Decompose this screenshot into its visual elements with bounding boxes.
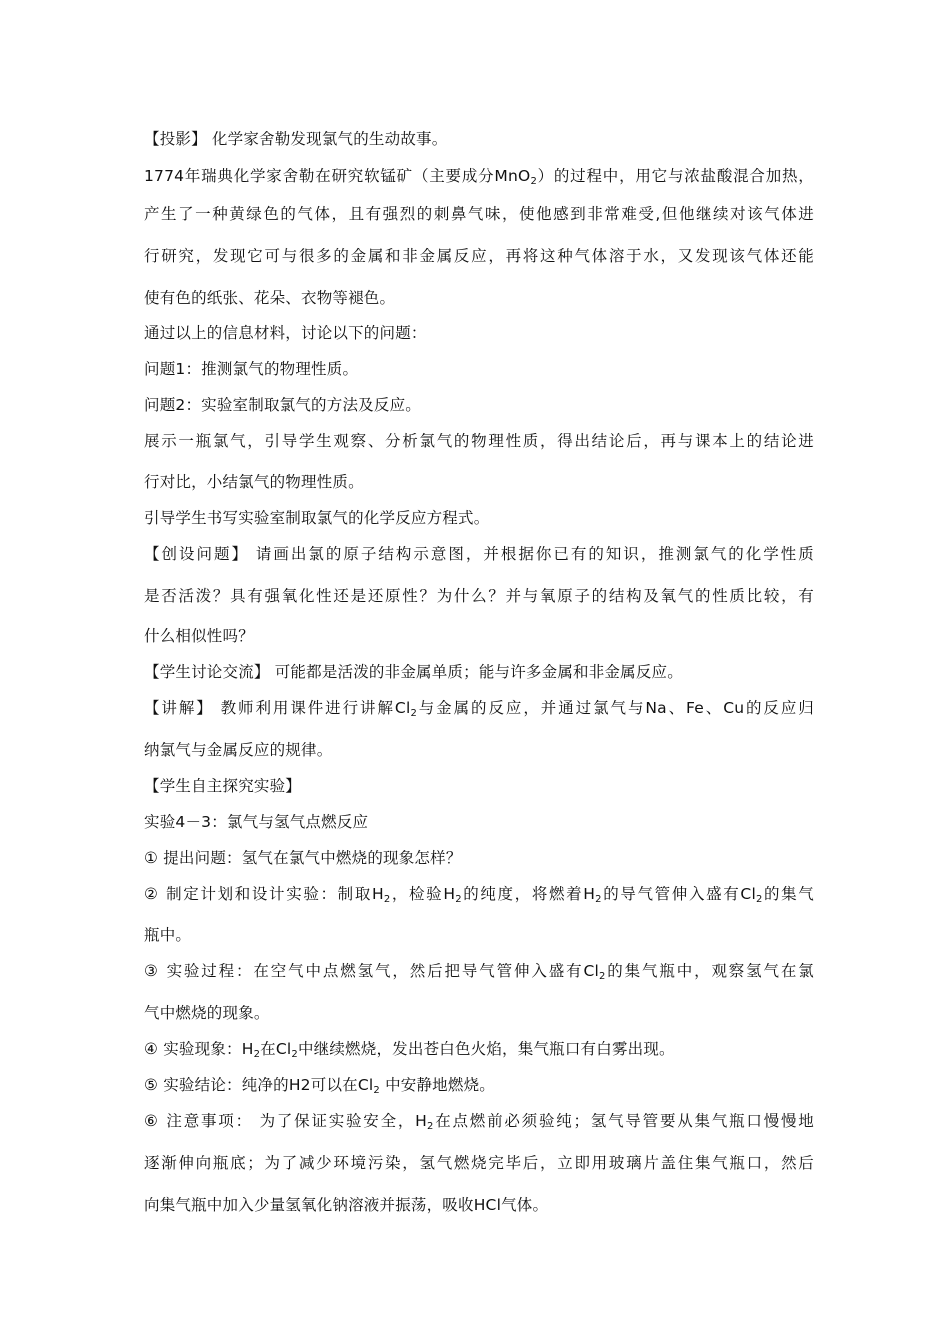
text-line (144, 1152, 814, 1174)
text-segment: 实验4－3：氯气与氢气点燃反应 (144, 813, 369, 831)
text-line (144, 471, 814, 493)
text-segment: 向集气瓶中加入少量氢氧化钠溶液并振荡，吸收HCl气体。 (144, 1196, 549, 1214)
text-segment: 的导气管伸入盛有Cl (601, 885, 756, 903)
text-segment: 【投影】 化学家舍勒发现氯气的生动故事。 (144, 130, 448, 148)
text-line (144, 661, 814, 683)
text-segment: 什么相似性吗？ (144, 627, 254, 645)
text-line (144, 811, 814, 833)
text-line (144, 358, 814, 380)
subscript: 2 (427, 1121, 434, 1132)
text-segment: ，检验H (390, 885, 456, 903)
text-segment: 的集气 (762, 885, 814, 903)
text-line (144, 245, 814, 267)
text-segment: 行研究，发现它可与很多的金属和非金属反应，再将这种气体溶于水，又发现该气体还能 (144, 247, 814, 265)
text-segment: 引导学生书写实验室制取氯气的化学反应方程式。 (144, 509, 490, 527)
text-segment: ③ 实验过程：在空气中点燃氢气，然后把导气管伸入盛有Cl (144, 962, 599, 980)
text-segment: 是否活泼？具有强氧化性还是还原性？为什么？并与氧原子的结构及氧气的性质比较，有 (144, 587, 814, 605)
text-segment: ② 制定计划和设计实验：制取H (144, 885, 384, 903)
text-segment: 在点燃前必须验纯；氢气导管要从集气瓶口慢慢地 (433, 1112, 814, 1130)
text-line (144, 775, 814, 797)
text-segment: ⑥ 注意事项： 为了保证实验安全，H (144, 1112, 428, 1130)
text-segment: 的集气瓶中，观察氢气在氯 (605, 962, 814, 980)
text-segment: 【学生讨论交流】 可能都是活泼的非金属单质；能与许多金属和非金属反应。 (144, 663, 683, 681)
subscript: 2 (455, 894, 462, 905)
subscript: 2 (755, 894, 763, 905)
text-segment: ）的过程中，用它与浓盐酸混合加热， (537, 167, 815, 185)
text-segment: 使有色的纸张、花朵、衣物等褪色。 (144, 289, 396, 307)
text-segment: 气中燃烧的现象。 (144, 1004, 270, 1022)
text-line (144, 697, 814, 719)
text-line (144, 1194, 814, 1216)
text-line (144, 847, 814, 869)
text-line (144, 960, 814, 982)
text-segment: 与金属的反应，并通过氯气与Na、Fe、Cu的反应归 (417, 699, 814, 717)
text-line (144, 543, 814, 565)
text-line (144, 507, 814, 529)
text-segment: 1774年瑞典化学家舍勒在研究软锰矿（主要成分MnO (144, 167, 531, 185)
text-line (144, 287, 814, 309)
text-segment: 产生了一种黄绿色的气体，且有强烈的刺鼻气味，使他感到非常难受,但他继续对该气体进 (144, 205, 814, 223)
text-segment: 问题1：推测氯气的物理性质。 (144, 360, 359, 378)
text-segment: 的纯度，将燃着H (461, 885, 596, 903)
text-segment: 问题2：实验室制取氯气的方法及反应。 (144, 396, 421, 414)
text-segment: 中安静地燃烧。 (379, 1076, 495, 1094)
text-line (144, 322, 814, 344)
subscript: 2 (598, 971, 606, 982)
subscript: 2 (410, 708, 418, 719)
text-segment: ④ 实验现象：H (144, 1040, 254, 1058)
text-line (144, 394, 814, 416)
text-line (144, 739, 814, 761)
text-segment: 逐渐伸向瓶底；为了减少环境污染，氢气燃烧完毕后，立即用玻璃片盖住集气瓶口，然后 (144, 1154, 814, 1172)
subscript: 2 (253, 1049, 261, 1060)
subscript: 2 (530, 176, 537, 187)
text-segment: 【创设问题】 请画出氯的原子结构示意图，并根据你已有的知识，推测氯气的化学性质 (144, 545, 814, 563)
text-line (144, 128, 814, 150)
text-line (144, 1002, 814, 1024)
text-line (144, 924, 814, 946)
text-segment: 【讲解】 教师利用课件进行讲解Cl (144, 699, 411, 717)
text-line (144, 883, 814, 905)
text-line (144, 1038, 814, 1060)
text-line (144, 1110, 814, 1132)
text-segment: 行对比，小结氯气的物理性质。 (144, 473, 364, 491)
subscript: 2 (595, 894, 602, 905)
text-line (144, 625, 814, 647)
text-segment: 在Cl (260, 1040, 292, 1058)
text-line (144, 585, 814, 607)
text-segment: 【学生自主探究实验】 (144, 777, 302, 795)
text-line (144, 203, 814, 225)
subscript: 2 (291, 1049, 298, 1060)
subscript: 2 (373, 1085, 380, 1096)
text-segment: ① 提出问题：氢气在氯气中燃烧的现象怎样？ (144, 849, 462, 867)
text-line (144, 165, 814, 187)
text-segment: 通过以上的信息材料，讨论以下的问题： (144, 324, 427, 342)
text-line (144, 430, 814, 452)
text-segment: 纳氯气与金属反应的规律。 (144, 741, 333, 759)
text-segment: 展示一瓶氯气，引导学生观察、分析氯气的物理性质，得出结论后，再与课本上的结论进 (144, 432, 814, 450)
subscript: 2 (383, 894, 391, 905)
text-segment: ⑤ 实验结论：纯净的H2可以在Cl (144, 1076, 374, 1094)
text-line (144, 1074, 814, 1096)
text-segment: 瓶中。 (144, 926, 192, 944)
text-segment: 中继续燃烧，发出苍白色火焰，集气瓶口有白雾出现。 (297, 1040, 675, 1058)
